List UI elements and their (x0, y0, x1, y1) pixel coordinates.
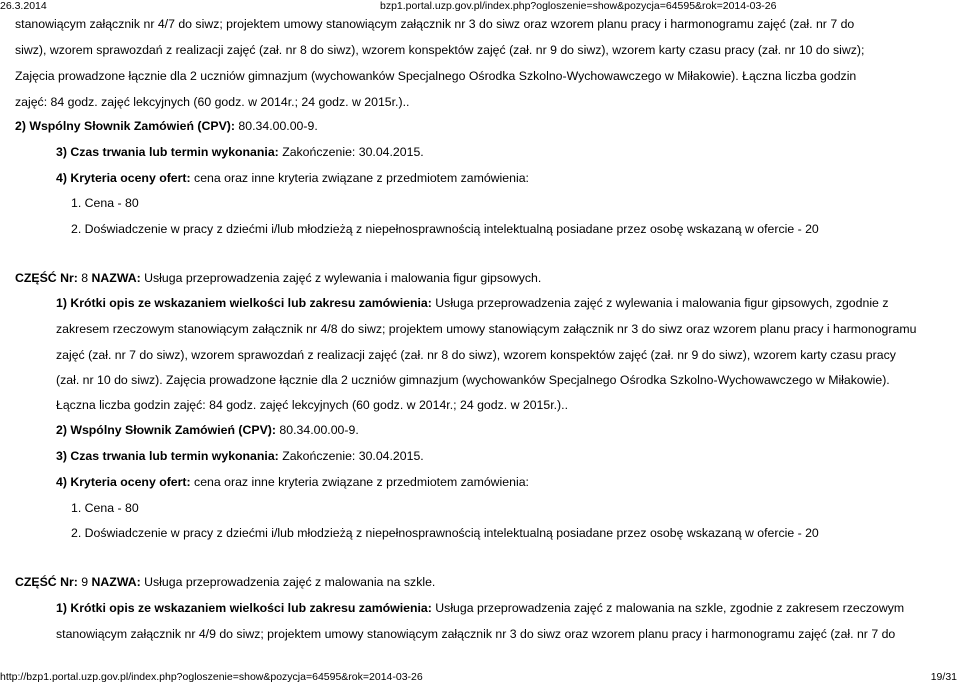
part8-criteria (0, 474, 960, 490)
duration-value: Zakończenie: 30.04.2015. (282, 449, 424, 463)
desc-text: Usługa przeprowadzenia zajęć z malowania na szkle, zgodnie z zakresem rzeczowym (435, 601, 905, 615)
duration-label: 3) Czas trwania lub termin wykonania: (56, 145, 279, 159)
name-label: NAZWA: (91, 271, 141, 285)
prev-desc-line-1: stanowiącym załącznik nr 4/7 do siwz; projektem umowy stanowiącym załącznik nr 3 do siwz oraz wzorem planu pracy i harmonogramu zajęć (zał. nr 7 do (15, 17, 855, 31)
desc-label: 1) Krótki opis ze wskazaniem wielkości lub zakresu zamówienia: (56, 296, 432, 310)
duration-value: Zakończenie: 30.04.2015. (282, 145, 424, 159)
prev-cpv (0, 118, 960, 134)
part8-duration (0, 448, 960, 464)
prev-criterion-2: 2. Doświadczenie w pracy z dziećmi i/lub młodzieżą z niepełnosprawnością intelektualną posiadane przez osobę wskazaną w ofercie - 20 (71, 222, 819, 236)
desc-text: Usługa przeprowadzenia zajęć z wylewania i malowania figur gipsowych, zgodnie z (435, 296, 889, 310)
part9-desc-first (0, 600, 960, 616)
prev-desc-line-3: Zajęcia prowadzone łącznie dla 2 uczniów gimnazjum (wychowanków Specjalnego Ośrodka Szkolno-Wychowawczego w Miłakowie). Łączna liczba godzin (15, 69, 857, 83)
prev-desc-line-2: siwz), wzorem sprawozdań z realizacji zajęć (zał. nr 8 do siwz), wzorem konspektów zajęć (zał. nr 9 do siwz), wzorem karty czasu pracy (zał. nr 10 do siwz); (15, 43, 865, 57)
part-name: Usługa przeprowadzenia zajęć z wylewania i malowania figur gipsowych. (144, 271, 542, 285)
cpv-label: 2) Wspólny Słownik Zamówień (CPV): (56, 423, 276, 437)
criteria-value: cena oraz inne kryteria związane z przedmiotem zamówienia: (194, 171, 529, 185)
part8-criterion-1: 1. Cena - 80 (71, 501, 139, 515)
part-number: 9 (81, 575, 89, 589)
page-number: 19/31 (930, 671, 957, 683)
part8-desc-line-4: Łączna liczba godzin zajęć: 84 godz. zajęć lekcyjnych (60 godz. w 2014r.; 24 godz. w 2015r.).. (56, 398, 568, 412)
part-label: CZĘŚĆ Nr: (15, 575, 78, 589)
criteria-value: cena oraz inne kryteria związane z przedmiotem zamówienia: (194, 475, 529, 489)
part-number: 8 (81, 271, 89, 285)
print-date: 26.3.2014 (0, 0, 47, 12)
part8-desc-line-2: zajęć (zał. nr 7 do siwz), wzorem sprawozdań z realizacji zajęć (zał. nr 8 do siwz), wzorem konspektów zajęć (zał. nr 9 do siwz), wzorem karty czasu pracy (56, 348, 896, 362)
name-label: NAZWA: (91, 575, 141, 589)
criteria-label: 4) Kryteria oceny ofert: (56, 475, 191, 489)
part8-criterion-2: 2. Doświadczenie w pracy z dziećmi i/lub młodzieżą z niepełnosprawnością intelektualną posiadane przez osobę wskazaną w ofercie - 20 (71, 526, 819, 540)
part-name: Usługa przeprowadzenia zajęć z malowania na szkle. (144, 575, 436, 589)
cpv-label: 2) Wspólny Słownik Zamówień (CPV): (15, 119, 235, 133)
footer-url: http://bzp1.portal.uzp.gov.pl/index.php?ogloszenie=show&pozycja=64595&rok=2014-03-26 (0, 671, 423, 683)
duration-label: 3) Czas trwania lub termin wykonania: (56, 449, 279, 463)
cpv-value: 80.34.00.00-9. (238, 119, 318, 133)
criteria-label: 4) Kryteria oceny ofert: (56, 171, 191, 185)
part8-cpv (0, 422, 960, 438)
prev-criterion-1: 1. Cena - 80 (71, 196, 139, 210)
part9-heading (0, 574, 960, 590)
prev-desc-line-4: zajęć: 84 godz. zajęć lekcyjnych (60 godz. w 2014r.; 24 godz. w 2015r.).. (15, 95, 410, 109)
part9-desc-line-1: stanowiącym załącznik nr 4/9 do siwz; projektem umowy stanowiącym załącznik nr 3 do siwz oraz wzorem planu pracy i harmonogramu zajęć (zał. nr 7 do (56, 627, 896, 641)
prev-criteria (0, 170, 960, 186)
part-label: CZĘŚĆ Nr: (15, 271, 78, 285)
prev-duration (0, 144, 960, 160)
part8-desc-line-1: zakresem rzeczowym stanowiącym załącznik nr 4/8 do siwz; projektem umowy stanowiącym załącznik nr 3 do siwz oraz wzorem planu pracy i harmonogramu (56, 322, 917, 336)
desc-label: 1) Krótki opis ze wskazaniem wielkości lub zakresu zamówienia: (56, 601, 432, 615)
print-url: bzp1.portal.uzp.gov.pl/index.php?ogloszenie=show&pozycja=64595&rok=2014-03-26 (380, 0, 777, 12)
part8-desc-line-3: (zał. nr 10 do siwz). Zajęcia prowadzone łącznie dla 2 uczniów gimnazjum (wychowanków Specjalnego Ośrodka Szkolno-Wychowawczego w Miłakowie). (56, 373, 890, 387)
part8-desc-first (0, 295, 960, 311)
cpv-value: 80.34.00.00-9. (279, 423, 359, 437)
part8-heading (0, 270, 960, 286)
